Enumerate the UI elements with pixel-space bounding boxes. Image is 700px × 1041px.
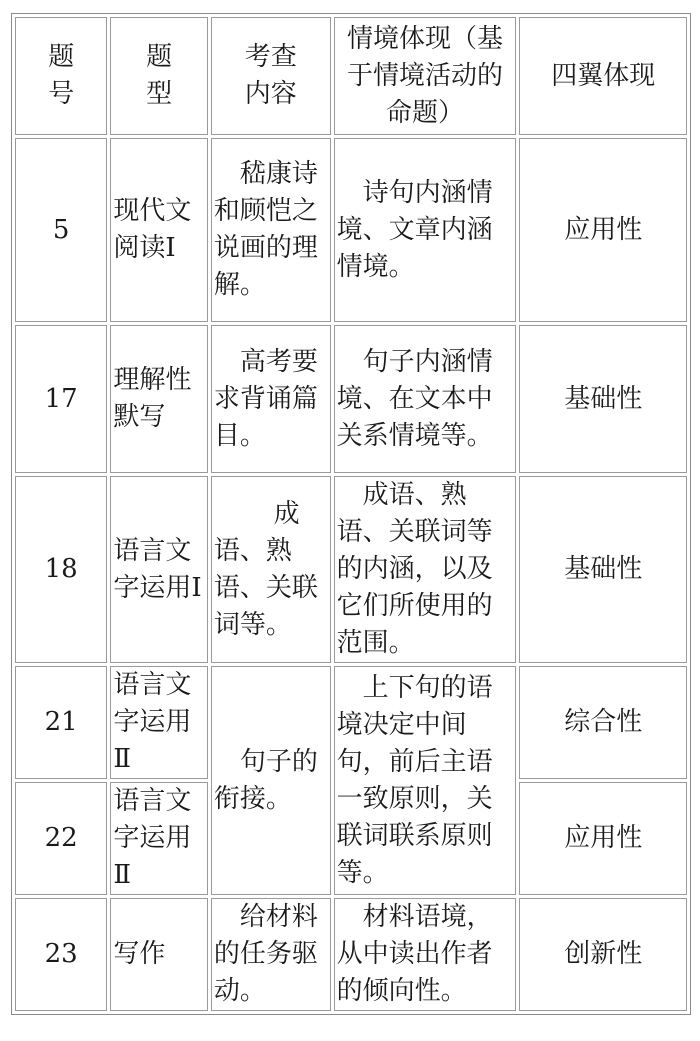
row-wings: 综合性 [519,666,687,779]
header-situation: 情境体现（基于情境活动的命题） [334,17,517,135]
row-num: 5 [15,138,107,322]
row-type: 现代文阅读Ⅰ [110,138,207,322]
table-row [15,898,687,1011]
row-situation: 材料语境，从中读出作者的倾向性。 [334,898,517,1011]
row-num: 17 [15,325,107,473]
row-content: 嵇康诗和顾恺之说画的理解。 [211,138,331,322]
row-num: 23 [15,898,107,1011]
row-wings: 基础性 [519,325,687,473]
row-content: 高考要求背诵篇目。 [211,325,331,473]
table-row [15,666,687,779]
row-type: 语言文字运用Ⅱ [110,782,207,895]
header-wings: 四翼体现 [519,17,687,135]
table-row [15,476,687,663]
row-type: 理解性默写 [110,325,207,473]
header-num: 题号 [15,17,107,135]
row-content: 成语、熟语、关联词等。 [211,476,331,663]
row-wings: 创新性 [519,898,687,1011]
row-type: 写作 [110,898,207,1011]
row-num: 18 [15,476,107,663]
row-situation: 句子内涵情境、在文本中关系情境等。 [334,325,517,473]
row-num: 22 [15,782,107,895]
header-type: 题型 [110,17,207,135]
table-container [11,13,691,1015]
table-row [15,138,687,322]
row-content-merged: 句子的衔接。 [211,666,331,895]
row-situation: 成语、熟语、关联词等的内涵，以及它们所使用的范围。 [334,476,517,663]
row-situation-merged: 上下句的语境决定中间句，前后主语一致原则，关联词联系原则等。 [334,666,517,895]
row-wings: 基础性 [519,476,687,663]
row-wings: 应用性 [519,782,687,895]
header-content: 考查内容 [211,17,331,135]
row-type: 语言文字运用Ⅱ [110,666,207,779]
row-wings: 应用性 [519,138,687,322]
table-row [15,325,687,473]
row-content: 给材料的任务驱动。 [211,898,331,1011]
row-situation: 诗句内涵情境、文章内涵情境。 [334,138,517,322]
row-num: 21 [15,666,107,779]
exam-analysis-table [11,13,691,1015]
header-row [15,17,687,135]
row-type: 语言文字运用Ⅰ [110,476,207,663]
